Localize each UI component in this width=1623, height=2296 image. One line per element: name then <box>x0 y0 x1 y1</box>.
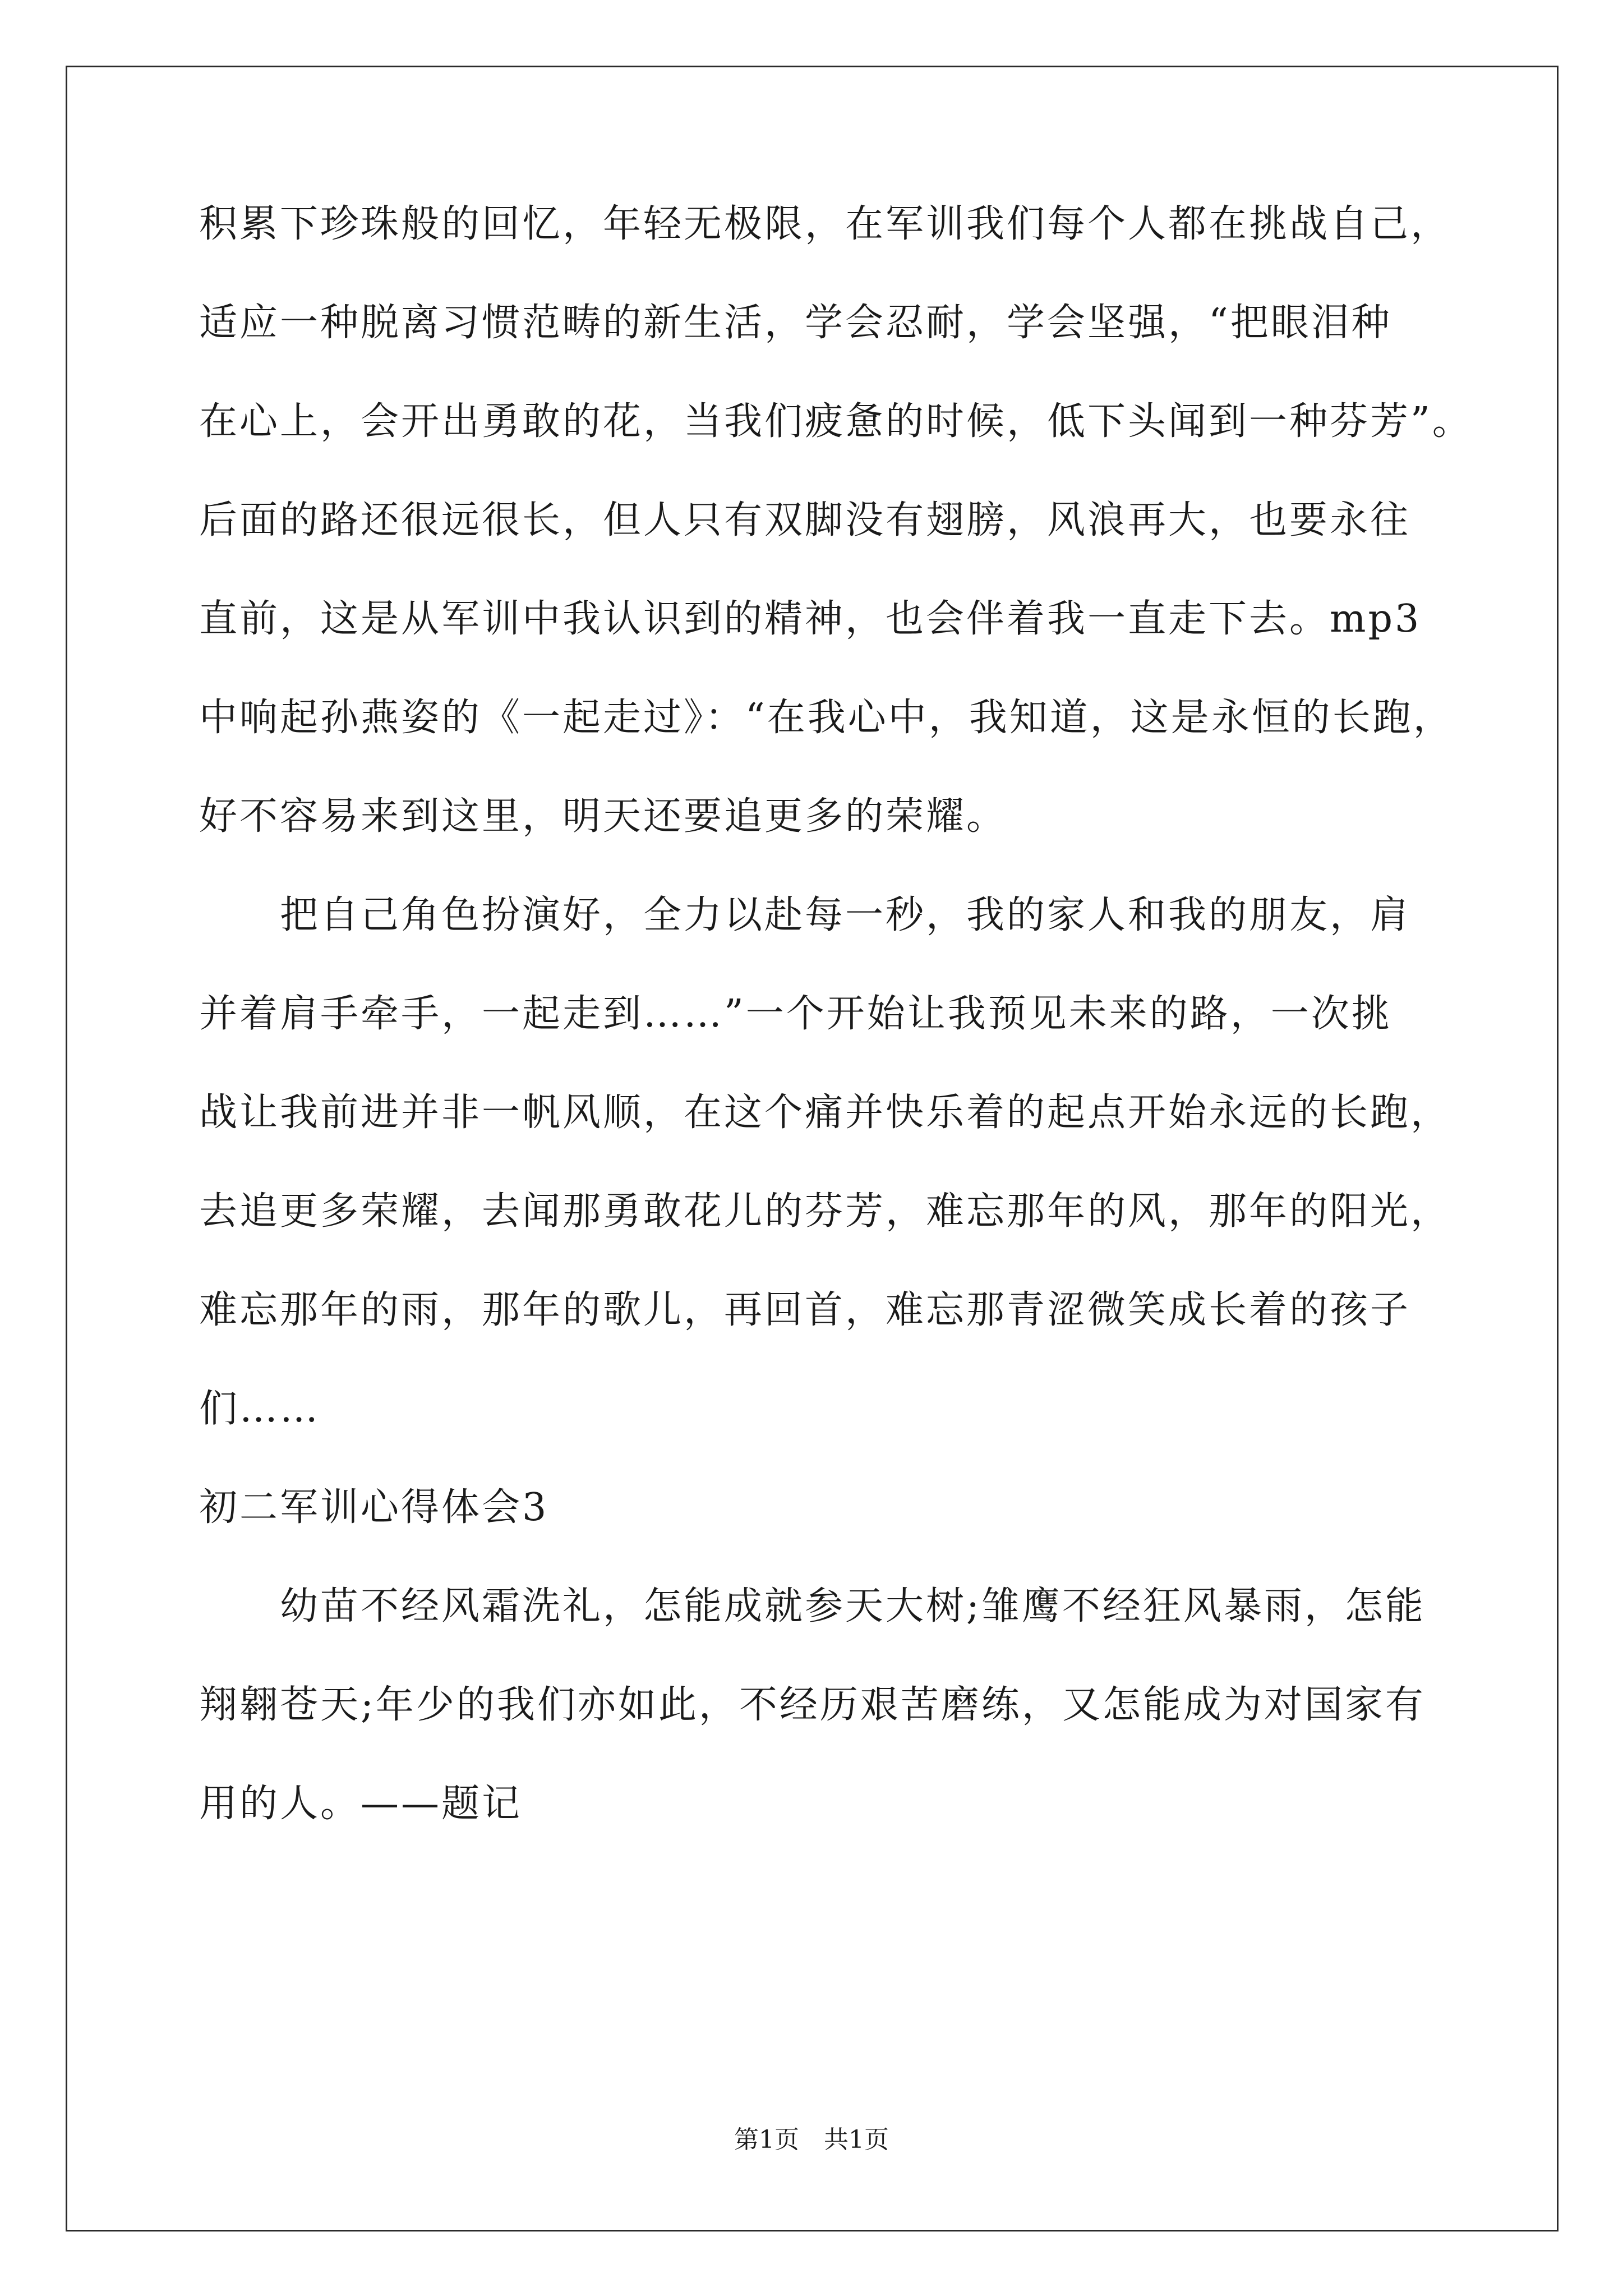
text-line: 在心上，会开出勇敢的花，当我们疲惫的时候，低下头闻到一种芬芳”。 <box>199 399 1473 444</box>
text-line: 用的人。——题记 <box>199 1782 523 1826</box>
page-number: 第1页 <box>734 2125 799 2154</box>
text-line: 战让我前进并非一帆风顺，在这个痛并快乐着的起点开始永远的长跑， <box>199 1091 1451 1135</box>
text-line: 们…… <box>199 1387 321 1431</box>
text-line: 难忘那年的雨，那年的歌儿，再回首，难忘那青涩微笑成长着的孩子 <box>199 1288 1411 1332</box>
text-line: 去追更多荣耀，去闻那勇敢花儿的芬芳，难忘那年的风，那年的阳光， <box>199 1189 1451 1234</box>
paragraph-first-line: 把自己角色扮演好，全力以赴每一秒，我的家人和我的朋友，肩 <box>280 893 1411 937</box>
text-line: 后面的路还很远很长，但人只有双脚没有翅膀，风浪再大，也要永往 <box>199 498 1411 542</box>
text-line: 中响起孙燕姿的《一起走过》：“在我心中，我知道，这是永恒的长跑， <box>199 696 1454 740</box>
text-line: 积累下珍珠般的回忆，年轻无极限，在军训我们每个人都在挑战自己， <box>199 202 1451 246</box>
text-line: 并着肩手牵手，一起走到……”一个开始让我预见未来的路，一次挑 <box>199 992 1392 1036</box>
text-line: 直前，这是从军训中我认识到的精神，也会伴着我一直走下去。mp3 <box>199 597 1422 641</box>
page-footer <box>0 2123 1623 2157</box>
page-total: 共1页 <box>824 2125 889 2154</box>
section-heading: 初二军训心得体会3 <box>199 1485 549 1530</box>
text-line: 好不容易来到这里，明天还要追更多的荣耀。 <box>199 794 1007 839</box>
text-line: 翔翱苍天;年少的我们亦如此，不经历艰苦磨练，又怎能成为对国家有 <box>199 1683 1426 1727</box>
paragraph-first-line: 幼苗不经风霜洗礼，怎能成就参天大树;雏鹰不经狂风暴雨，怎能 <box>280 1584 1426 1628</box>
text-line: 适应一种脱离习惯范畴的新生活，学会忍耐，学会坚强，“把眼泪种 <box>199 301 1392 345</box>
